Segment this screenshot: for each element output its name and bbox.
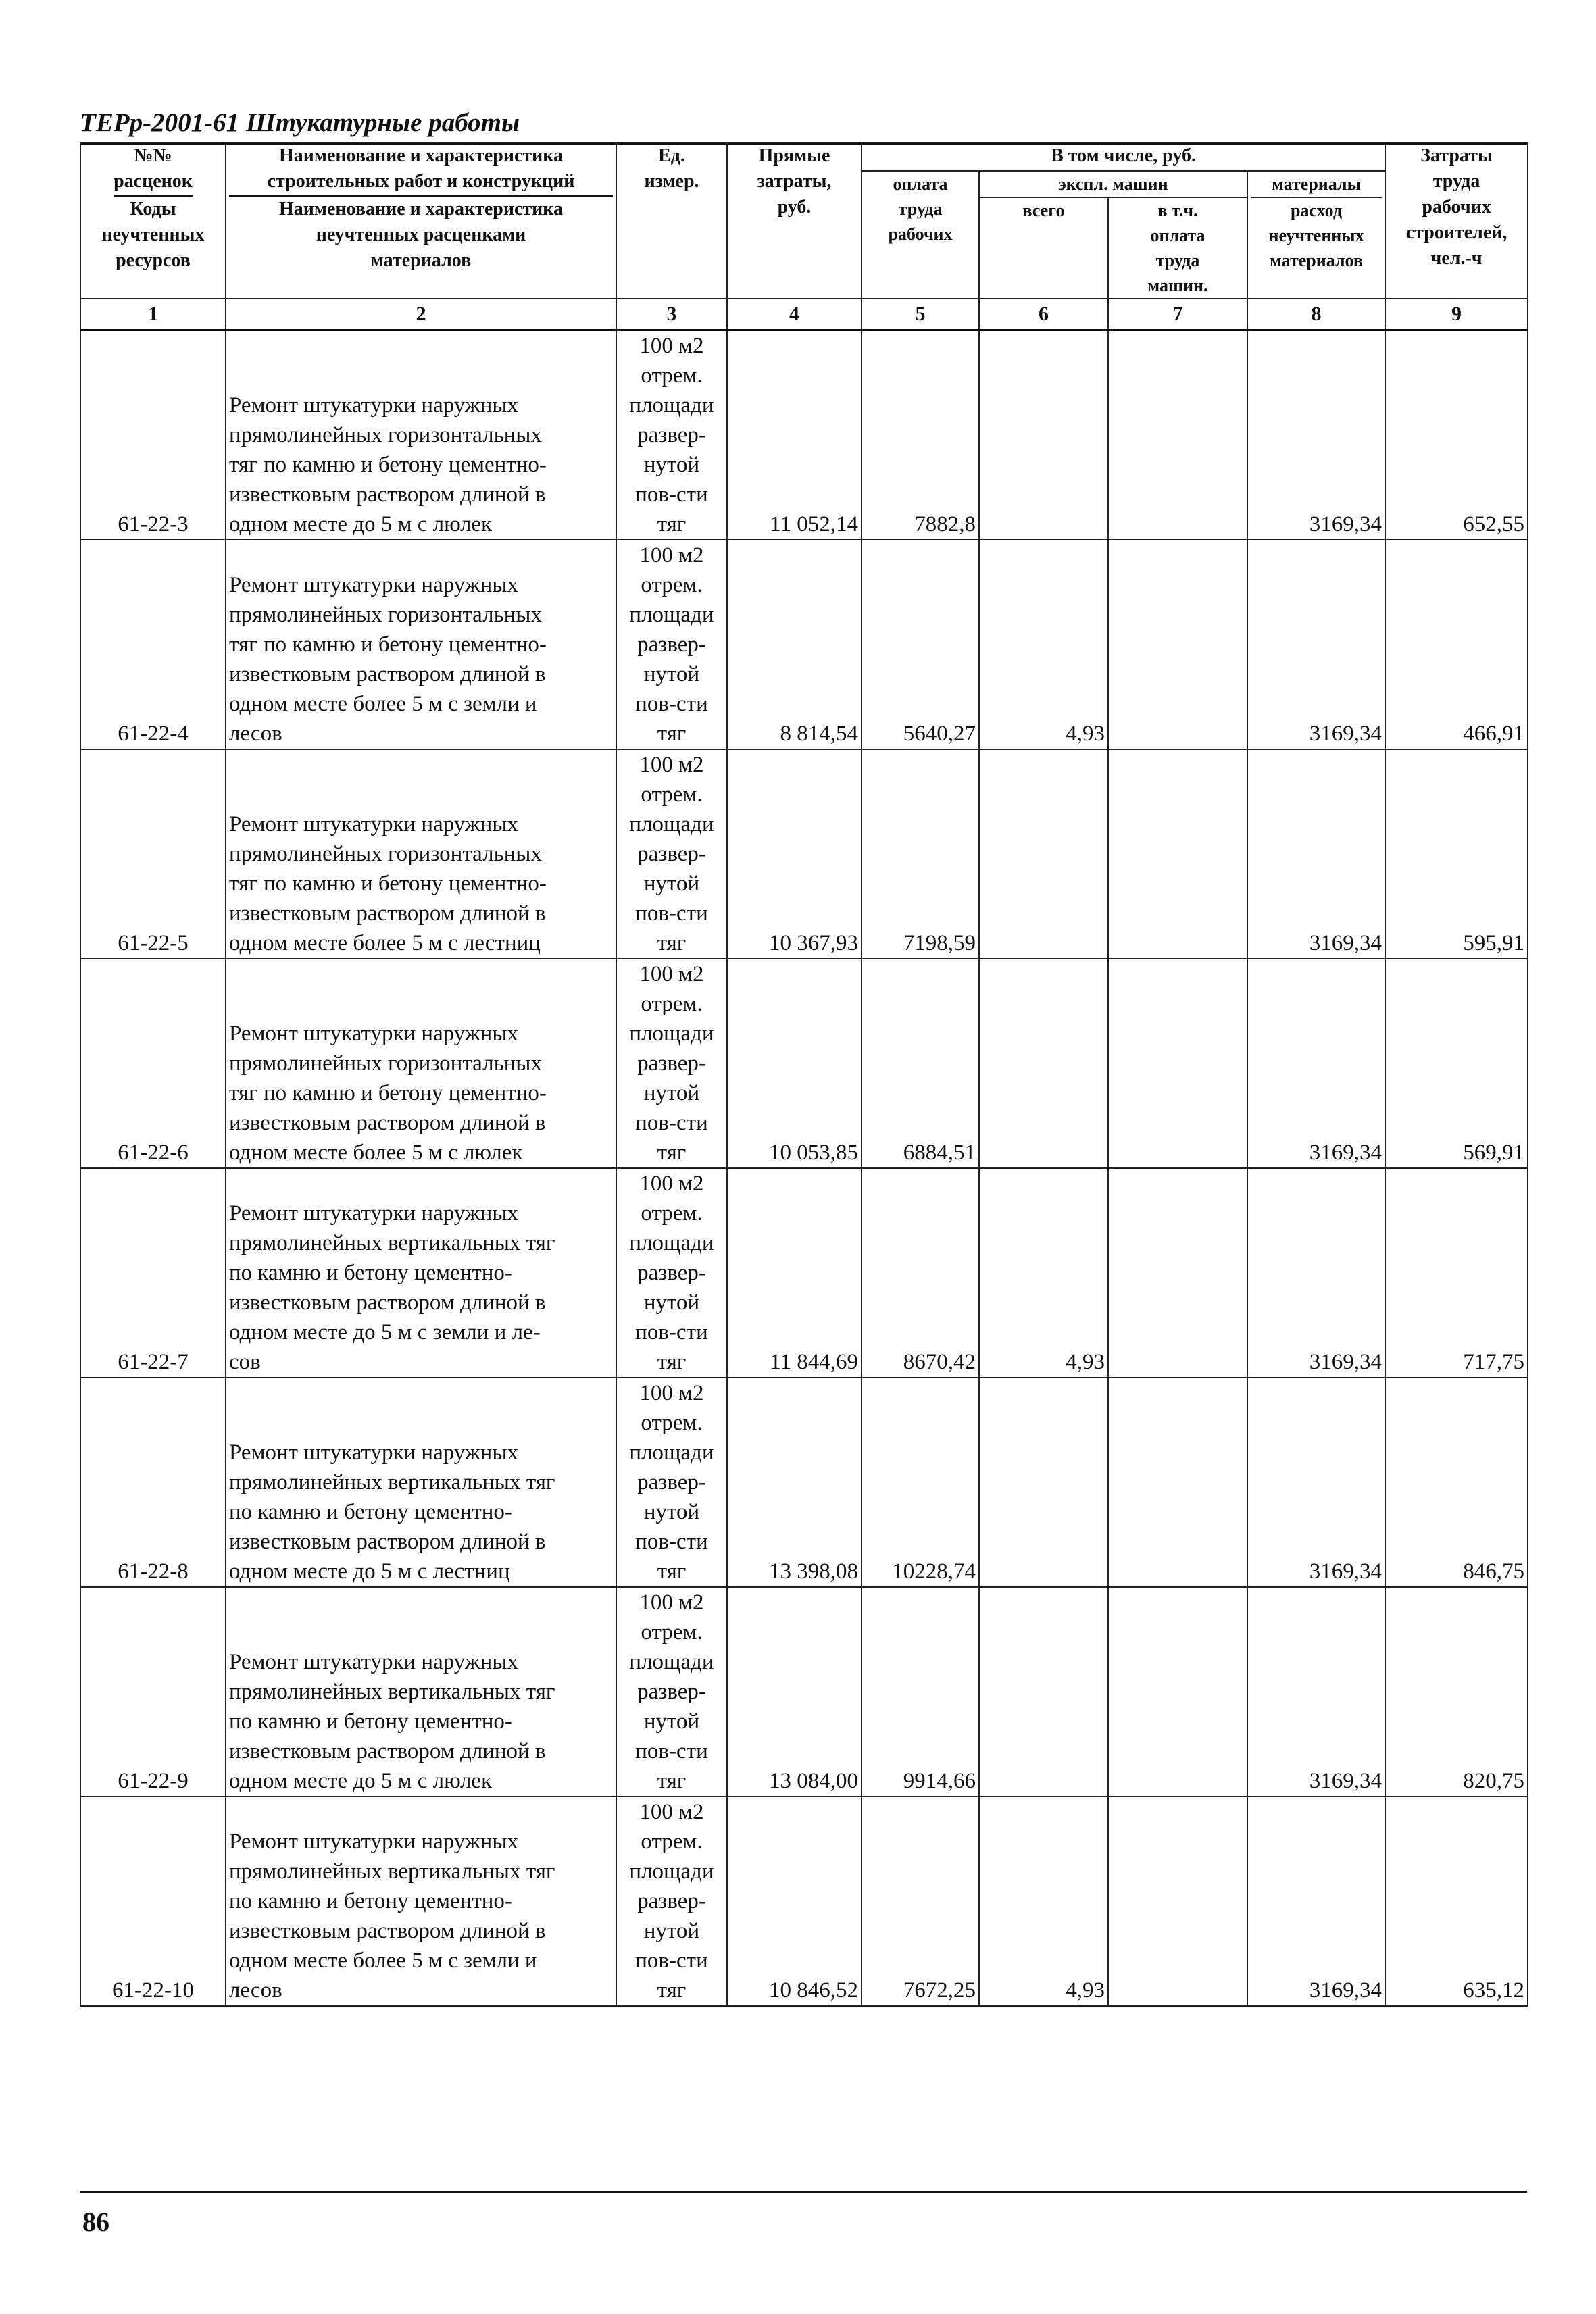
description-line: прямолинейных вертикальных тяг — [229, 1859, 555, 1884]
description-line: прямолинейных горизонтальных — [229, 423, 542, 447]
machines-total — [979, 749, 1108, 959]
unit-line: тяг — [657, 722, 687, 746]
unit-line: развер- — [637, 1889, 706, 1913]
unit-line: пов-сти — [635, 482, 708, 507]
rate-code: 61-22-5 — [80, 749, 226, 959]
description-line: одном месте более 5 м с люлек — [229, 1140, 523, 1165]
labor-pay: 7672,25 — [862, 1796, 979, 2006]
description-line: известковым раствором длиной в — [229, 1919, 546, 1943]
document-header — [80, 109, 1527, 145]
table-row — [80, 749, 1528, 959]
unit-line: площади — [629, 1859, 714, 1884]
description-line: по камню и бетону цементно- — [229, 1261, 512, 1285]
machines-total — [979, 1378, 1108, 1587]
description-line: тяг по камню и бетону цементно- — [229, 453, 547, 477]
materials: 3169,34 — [1247, 330, 1385, 540]
column-number: 7 — [1108, 299, 1247, 330]
description-line: известковым раствором длиной в — [229, 1739, 546, 1763]
unit-of-measure — [616, 1378, 727, 1587]
unit-line: тяг — [657, 512, 687, 536]
work-description — [226, 1378, 616, 1587]
header-machines — [979, 171, 1247, 299]
description-line: известковым раствором длиной в — [229, 1290, 546, 1315]
unit-of-measure — [616, 540, 727, 749]
materials: 3169,34 — [1247, 1587, 1385, 1796]
header-unit: Ед. измер. — [616, 143, 727, 299]
unit-of-measure — [616, 959, 727, 1168]
description-line: по камню и бетону цементно- — [229, 1889, 512, 1913]
direct-costs: 11 844,69 — [727, 1168, 862, 1378]
description-line: Ремонт штукатурки наружных — [229, 1201, 519, 1226]
direct-costs: 11 052,14 — [727, 330, 862, 540]
header-machines-top: экспл. машин — [980, 172, 1247, 198]
unit-line: отрем. — [641, 782, 703, 807]
materials: 3169,34 — [1247, 749, 1385, 959]
unit-line: развер- — [637, 1470, 706, 1494]
unit-line: 100 м2 — [639, 962, 704, 986]
machines-total: 4,93 — [979, 1796, 1108, 2006]
labor-pay: 6884,51 — [862, 959, 979, 1168]
description-line: сов — [229, 1350, 261, 1374]
labor-hours: 846,75 — [1385, 1378, 1528, 1587]
description-line: прямолинейных горизонтальных — [229, 603, 542, 627]
labor-pay: 7198,59 — [862, 749, 979, 959]
description-line: одном месте более 5 м с лестниц — [229, 931, 541, 955]
unit-line: нутой — [643, 1500, 700, 1524]
unit-line: нутой — [643, 1081, 700, 1105]
machines-total — [979, 959, 1108, 1168]
work-description — [226, 1796, 616, 2006]
description-line: Ремонт штукатурки наружных — [229, 1440, 519, 1465]
unit-line: тяг — [657, 1559, 687, 1584]
labor-pay: 10228,74 — [862, 1378, 979, 1587]
unit-line: 100 м2 — [639, 753, 704, 777]
unit-line: нутой — [643, 1290, 700, 1315]
description-line: прямолинейных вертикальных тяг — [229, 1231, 555, 1255]
machines-labor-pay — [1108, 330, 1247, 540]
unit-line: тяг — [657, 1769, 687, 1793]
unit-line: нутой — [643, 872, 700, 896]
table-row — [80, 1796, 1528, 2006]
work-description — [226, 959, 616, 1168]
work-description — [226, 1587, 616, 1796]
unit-line: отрем. — [641, 992, 703, 1016]
description-line: лесов — [229, 722, 282, 746]
description-line: по камню и бетону цементно- — [229, 1709, 512, 1734]
unit-line: тяг — [657, 1140, 687, 1165]
direct-costs: 10 846,52 — [727, 1796, 862, 2006]
unit-line: площади — [629, 1650, 714, 1674]
description-line: известковым раствором длиной в — [229, 901, 546, 926]
labor-hours: 820,75 — [1385, 1587, 1528, 1796]
description-line: по камню и бетону цементно- — [229, 1500, 512, 1524]
unit-line: нутой — [643, 662, 700, 686]
unit-line: пов-сти — [635, 1111, 708, 1135]
header-codes: Коды неучтенных ресурсов — [101, 199, 205, 271]
work-description — [226, 749, 616, 959]
labor-pay: 5640,27 — [862, 540, 979, 749]
machines-total: 4,93 — [979, 540, 1108, 749]
rate-code: 61-22-7 — [80, 1168, 226, 1378]
unit-line: тяг — [657, 1350, 687, 1374]
table-row — [80, 540, 1528, 749]
column-number: 8 — [1247, 299, 1385, 330]
description-line: тяг по камню и бетону цементно- — [229, 1081, 547, 1105]
unit-line: 100 м2 — [639, 334, 704, 358]
unit-line: тяг — [657, 1978, 687, 2003]
header-direct-costs: Прямые затраты, руб. — [727, 143, 862, 299]
unit-line: площади — [629, 1022, 714, 1046]
machines-labor-pay — [1108, 1168, 1247, 1378]
materials: 3169,34 — [1247, 1796, 1385, 2006]
header-name — [226, 143, 616, 299]
description-line: известковым раствором длиной в — [229, 1530, 546, 1554]
description-line: Ремонт штукатурки наружных — [229, 1650, 519, 1674]
unit-line: пов-сти — [635, 901, 708, 926]
table-row — [80, 1378, 1528, 1587]
unit-line: нутой — [643, 1709, 700, 1734]
rates-table — [80, 142, 1528, 2007]
unit-line: пов-сти — [635, 1739, 708, 1763]
table-row — [80, 1587, 1528, 1796]
labor-hours: 652,55 — [1385, 330, 1528, 540]
unit-line: пов-сти — [635, 1320, 708, 1344]
description-line: известковым раствором длиной в — [229, 1111, 546, 1135]
labor-hours: 466,91 — [1385, 540, 1528, 749]
table-header — [80, 143, 1528, 330]
header-materials: материалы расход неучтенных материалов — [1247, 171, 1385, 299]
header-labor-pay: оплата труда рабочих — [862, 171, 979, 299]
column-number: 1 — [80, 299, 226, 330]
unit-line: нутой — [643, 453, 700, 477]
table-row — [80, 1168, 1528, 1378]
page-number: 86 — [82, 2207, 109, 2237]
description-line: одном месте до 5 м с лестниц — [229, 1559, 510, 1584]
header-machines-total: всего — [980, 198, 1109, 298]
unit-line: 100 м2 — [639, 1172, 704, 1196]
unit-line: 100 м2 — [639, 1800, 704, 1824]
description-line: прямолинейных горизонтальных — [229, 1051, 542, 1076]
description-line: одном месте до 5 м с люлек — [229, 512, 493, 536]
column-numbers-row — [80, 299, 1528, 330]
table-body — [80, 330, 1528, 2007]
unit-line: отрем. — [641, 573, 703, 597]
unit-of-measure — [616, 330, 727, 540]
unit-line: отрем. — [641, 1411, 703, 1435]
unit-line: пов-сти — [635, 1948, 708, 1973]
description-line: Ремонт штукатурки наружных — [229, 393, 519, 418]
description-line: Ремонт штукатурки наружных — [229, 1830, 519, 1854]
labor-hours: 569,91 — [1385, 959, 1528, 1168]
work-description — [226, 330, 616, 540]
description-line: известковым раствором длиной в — [229, 482, 546, 507]
description-line: прямолинейных вертикальных тяг — [229, 1470, 555, 1494]
unit-of-measure — [616, 749, 727, 959]
labor-hours: 635,12 — [1385, 1796, 1528, 2006]
labor-pay: 7882,8 — [862, 330, 979, 540]
machines-labor-pay — [1108, 1587, 1247, 1796]
description-line: прямолинейных горизонтальных — [229, 842, 542, 866]
machines-total — [979, 330, 1108, 540]
table-row — [80, 330, 1528, 540]
unit-line: площади — [629, 603, 714, 627]
column-number: 6 — [979, 299, 1108, 330]
unit-line: развер- — [637, 423, 706, 447]
unit-line: 100 м2 — [639, 1381, 704, 1405]
unit-line: площади — [629, 1231, 714, 1255]
description-line: одном месте более 5 м с земли и — [229, 692, 537, 716]
description-line: тяг по камню и бетону цементно- — [229, 872, 547, 896]
materials: 3169,34 — [1247, 1168, 1385, 1378]
direct-costs: 10 053,85 — [727, 959, 862, 1168]
machines-labor-pay — [1108, 540, 1247, 749]
direct-costs: 13 398,08 — [727, 1378, 862, 1587]
header-rate-number-label: №№ — [134, 145, 172, 166]
description-line: Ремонт штукатурки наружных — [229, 573, 519, 597]
description-line: одном месте до 5 м с земли и ле- — [229, 1320, 541, 1344]
unit-of-measure — [616, 1587, 727, 1796]
unit-line: площади — [629, 812, 714, 836]
direct-costs: 10 367,93 — [727, 749, 862, 959]
header-rate-number-label-2: расценок — [114, 169, 193, 197]
unit-line: пов-сти — [635, 692, 708, 716]
unit-line: развер- — [637, 842, 706, 866]
unit-line: тяг — [657, 931, 687, 955]
machines-labor-pay — [1108, 1796, 1247, 2006]
materials: 3169,34 — [1247, 1378, 1385, 1587]
machines-total: 4,93 — [979, 1168, 1108, 1378]
materials: 3169,34 — [1247, 540, 1385, 749]
machines-labor-pay — [1108, 749, 1247, 959]
description-line: лесов — [229, 1978, 282, 2003]
machines-total — [979, 1587, 1108, 1796]
unit-line: развер- — [637, 632, 706, 657]
header-name-top: Наименование и характеристика строительных работ и конструкций — [229, 143, 613, 197]
unit-line: пов-сти — [635, 1530, 708, 1554]
rate-code: 61-22-8 — [80, 1378, 226, 1587]
description-line: Ремонт штукатурки наружных — [229, 1022, 519, 1046]
header-including: В том числе, руб. — [862, 143, 1385, 171]
labor-pay: 8670,42 — [862, 1168, 979, 1378]
column-number: 2 — [226, 299, 616, 330]
machines-labor-pay — [1108, 959, 1247, 1168]
unit-line: площади — [629, 393, 714, 418]
direct-costs: 13 084,00 — [727, 1587, 862, 1796]
footer-rule — [80, 2191, 1527, 2193]
header-rate-number — [80, 143, 226, 299]
work-description — [226, 1168, 616, 1378]
header-name-bottom: Наименование и характеристика неучтенных расценками материалов — [278, 199, 564, 271]
unit-of-measure — [616, 1168, 727, 1378]
work-description — [226, 540, 616, 749]
unit-line: 100 м2 — [639, 1590, 704, 1615]
column-number: 4 — [727, 299, 862, 330]
description-line: Ремонт штукатурки наружных — [229, 812, 519, 836]
column-number: 3 — [616, 299, 727, 330]
unit-line: отрем. — [641, 1201, 703, 1226]
labor-hours: 717,75 — [1385, 1168, 1528, 1378]
rate-code: 61-22-10 — [80, 1796, 226, 2006]
direct-costs: 8 814,54 — [727, 540, 862, 749]
document-title: ТЕРр-2001-61 Штукатурные работы — [80, 108, 520, 137]
unit-of-measure — [616, 1796, 727, 2006]
rate-code: 61-22-6 — [80, 959, 226, 1168]
unit-line: 100 м2 — [639, 543, 704, 568]
description-line: прямолинейных вертикальных тяг — [229, 1680, 555, 1704]
unit-line: отрем. — [641, 1830, 703, 1854]
labor-hours: 595,91 — [1385, 749, 1528, 959]
header-machines-incl: в т.ч. оплата труда машин. — [1147, 201, 1208, 295]
rate-code: 61-22-3 — [80, 330, 226, 540]
unit-line: развер- — [637, 1261, 706, 1285]
materials: 3169,34 — [1247, 959, 1385, 1168]
machines-labor-pay — [1108, 1378, 1247, 1587]
rate-code: 61-22-4 — [80, 540, 226, 749]
column-number: 9 — [1385, 299, 1528, 330]
unit-line: нутой — [643, 1919, 700, 1943]
header-labor-costs: Затраты труда рабочих строителей, чел.-ч — [1385, 143, 1528, 299]
table-row — [80, 959, 1528, 1168]
unit-line: отрем. — [641, 1620, 703, 1644]
description-line: тяг по камню и бетону цементно- — [229, 632, 547, 657]
labor-pay: 9914,66 — [862, 1587, 979, 1796]
unit-line: развер- — [637, 1680, 706, 1704]
description-line: известковым раствором длиной в — [229, 662, 546, 686]
rate-code: 61-22-9 — [80, 1587, 226, 1796]
unit-line: площади — [629, 1440, 714, 1465]
description-line: одном месте более 5 м с земли и — [229, 1948, 537, 1973]
unit-line: развер- — [637, 1051, 706, 1076]
description-line: одном месте до 5 м с люлек — [229, 1769, 493, 1793]
unit-line: отрем. — [641, 363, 703, 388]
column-number: 5 — [862, 299, 979, 330]
